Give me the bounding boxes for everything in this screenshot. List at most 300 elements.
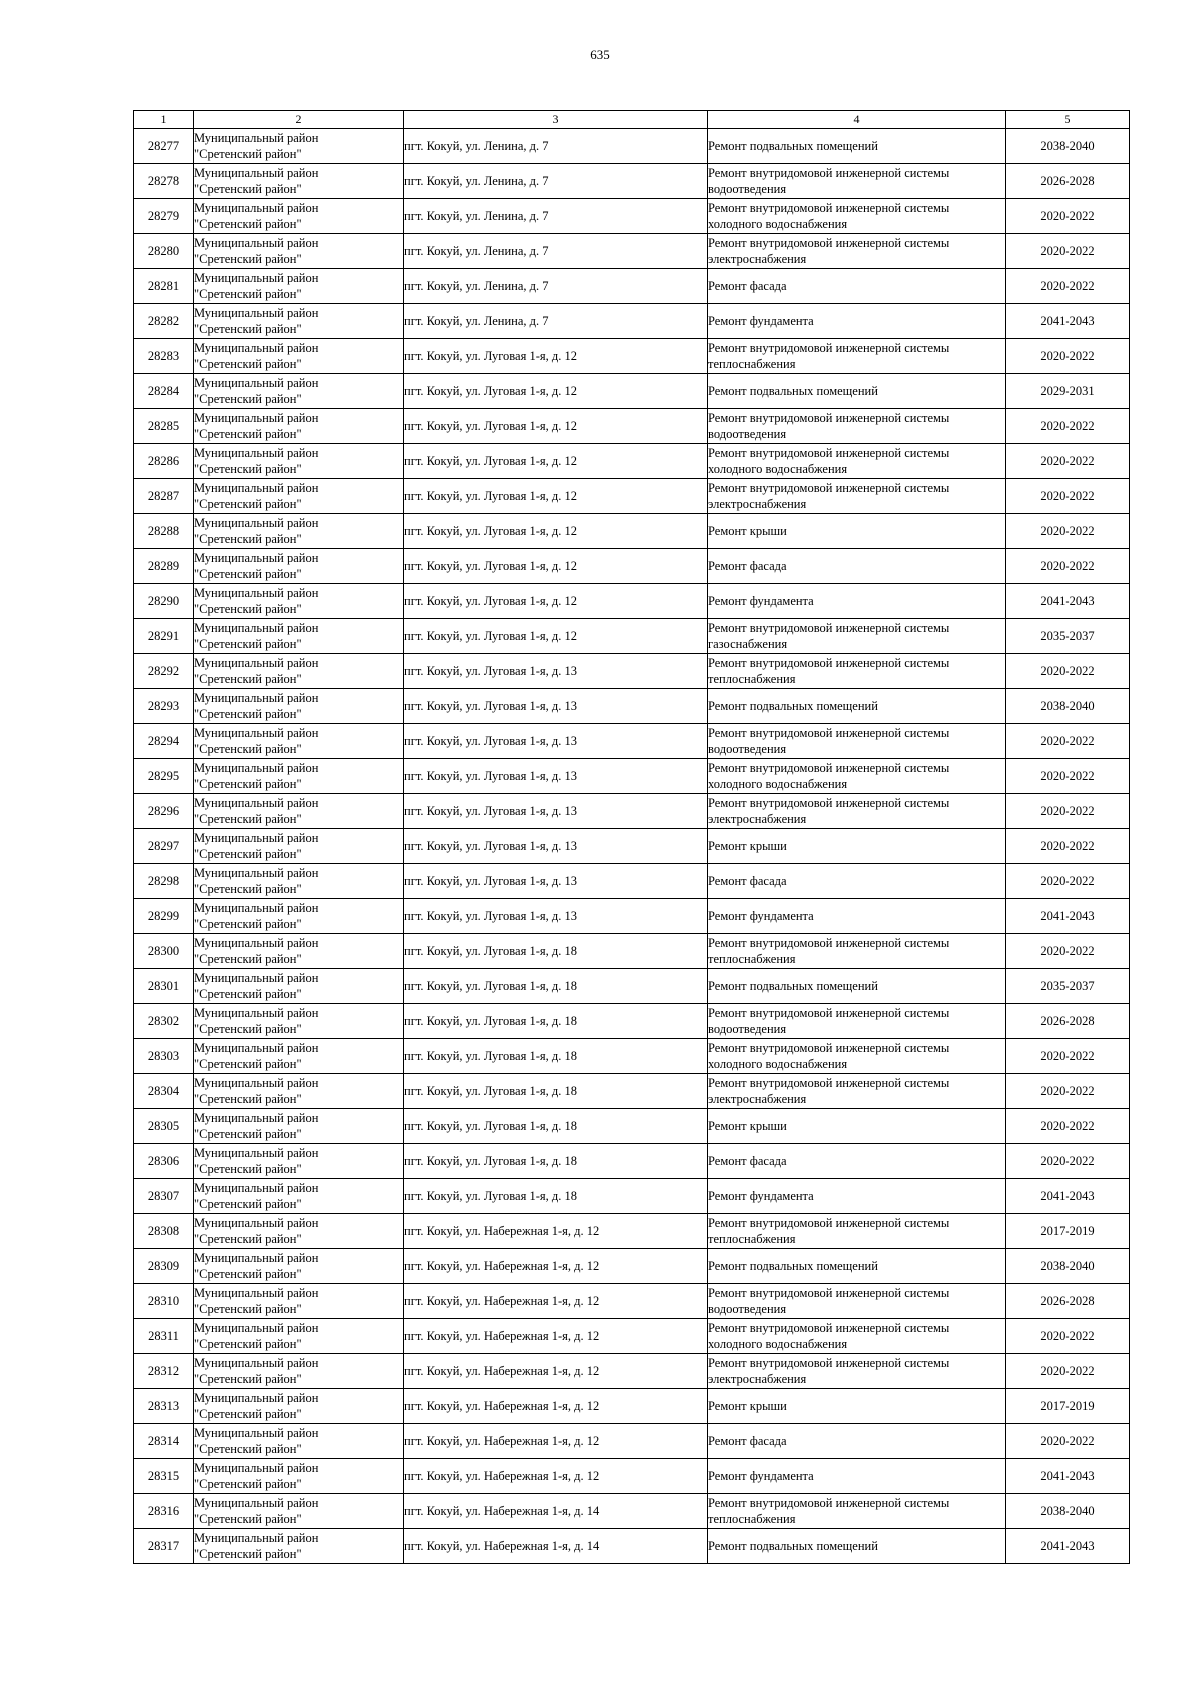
municipality-line: Муниципальный район [194, 796, 319, 810]
row-number: 28317 [134, 1529, 194, 1564]
row-number: 28312 [134, 1354, 194, 1389]
municipality-line: Муниципальный район [194, 131, 319, 145]
address-cell: пгт. Кокуй, ул. Луговая 1-я, д. 13 [404, 899, 708, 934]
municipality-line: "Сретенский район" [194, 1372, 302, 1386]
period-cell: 2020-2022 [1006, 1144, 1130, 1179]
work-type-cell: Ремонт фасада [708, 1144, 1006, 1179]
period-cell: 2035-2037 [1006, 969, 1130, 1004]
period-cell: 2035-2037 [1006, 619, 1130, 654]
address-cell: пгт. Кокуй, ул. Луговая 1-я, д. 12 [404, 619, 708, 654]
address-cell: пгт. Кокуй, ул. Набережная 1-я, д. 12 [404, 1424, 708, 1459]
municipality-cell [194, 164, 404, 199]
municipality-line: "Сретенский район" [194, 567, 302, 581]
row-number: 28300 [134, 934, 194, 969]
municipality-line: "Сретенский район" [194, 497, 302, 511]
period-cell: 2026-2028 [1006, 1284, 1130, 1319]
row-number: 28293 [134, 689, 194, 724]
work-type-cell: Ремонт внутридомовой инженерной системы газоснабжения [708, 619, 1006, 654]
municipality-line: Муниципальный район [194, 516, 319, 530]
period-cell: 2041-2043 [1006, 584, 1130, 619]
table-row [134, 129, 1130, 164]
work-type-cell: Ремонт фундамента [708, 1179, 1006, 1214]
row-number: 28277 [134, 129, 194, 164]
repair-schedule-table [133, 110, 1130, 1564]
period-cell: 2041-2043 [1006, 1179, 1130, 1214]
row-number: 28289 [134, 549, 194, 584]
table-row [134, 304, 1130, 339]
municipality-line: Муниципальный район [194, 166, 319, 180]
table-row [134, 514, 1130, 549]
row-number: 28283 [134, 339, 194, 374]
municipality-line: "Сретенский район" [194, 1407, 302, 1421]
address-cell: пгт. Кокуй, ул. Луговая 1-я, д. 18 [404, 1004, 708, 1039]
work-type-cell: Ремонт фасада [708, 549, 1006, 584]
municipality-line: "Сретенский район" [194, 1267, 302, 1281]
work-type-cell: Ремонт внутридомовой инженерной системы электроснабжения [708, 234, 1006, 269]
row-number: 28296 [134, 794, 194, 829]
municipality-line: "Сретенский район" [194, 1092, 302, 1106]
work-type-cell: Ремонт внутридомовой инженерной системы водоотведения [708, 1284, 1006, 1319]
municipality-line: Муниципальный район [194, 1006, 319, 1020]
column-header: 3 [404, 111, 708, 129]
row-number: 28297 [134, 829, 194, 864]
period-cell: 2041-2043 [1006, 899, 1130, 934]
municipality-line: "Сретенский район" [194, 847, 302, 861]
table-row [134, 899, 1130, 934]
period-cell: 2020-2022 [1006, 199, 1130, 234]
row-number: 28306 [134, 1144, 194, 1179]
period-cell: 2020-2022 [1006, 1109, 1130, 1144]
municipality-line: "Сретенский район" [194, 777, 302, 791]
municipality-line: Муниципальный район [194, 866, 319, 880]
work-type-cell: Ремонт подвальных помещений [708, 969, 1006, 1004]
work-type-cell: Ремонт подвальных помещений [708, 374, 1006, 409]
table-row [134, 1214, 1130, 1249]
municipality-line: "Сретенский район" [194, 917, 302, 931]
work-type-cell: Ремонт внутридомовой инженерной системы водоотведения [708, 409, 1006, 444]
municipality-cell [194, 899, 404, 934]
municipality-line: Муниципальный район [194, 1391, 319, 1405]
municipality-line: Муниципальный район [194, 306, 319, 320]
municipality-line: "Сретенский район" [194, 1232, 302, 1246]
address-cell: пгт. Кокуй, ул. Луговая 1-я, д. 12 [404, 584, 708, 619]
municipality-line: Муниципальный район [194, 901, 319, 915]
work-type-cell: Ремонт фасада [708, 864, 1006, 899]
row-number: 28304 [134, 1074, 194, 1109]
municipality-cell [194, 654, 404, 689]
municipality-line: "Сретенский район" [194, 532, 302, 546]
address-cell: пгт. Кокуй, ул. Набережная 1-я, д. 12 [404, 1319, 708, 1354]
municipality-line: "Сретенский район" [194, 1337, 302, 1351]
row-number: 28285 [134, 409, 194, 444]
municipality-line: "Сретенский район" [194, 1512, 302, 1526]
address-cell: пгт. Кокуй, ул. Ленина, д. 7 [404, 199, 708, 234]
address-cell: пгт. Кокуй, ул. Луговая 1-я, д. 12 [404, 549, 708, 584]
municipality-line: "Сретенский район" [194, 462, 302, 476]
period-cell: 2041-2043 [1006, 1529, 1130, 1564]
table-row [134, 409, 1130, 444]
municipality-cell [194, 1214, 404, 1249]
period-cell: 2020-2022 [1006, 724, 1130, 759]
row-number: 28310 [134, 1284, 194, 1319]
municipality-cell [194, 829, 404, 864]
municipality-line: "Сретенский район" [194, 952, 302, 966]
municipality-cell [194, 584, 404, 619]
table-row [134, 794, 1130, 829]
row-number: 28313 [134, 1389, 194, 1424]
row-number: 28311 [134, 1319, 194, 1354]
municipality-line: Муниципальный район [194, 1321, 319, 1335]
row-number: 28282 [134, 304, 194, 339]
row-number: 28279 [134, 199, 194, 234]
address-cell: пгт. Кокуй, ул. Ленина, д. 7 [404, 164, 708, 199]
work-type-cell: Ремонт крыши [708, 829, 1006, 864]
municipality-line: Муниципальный район [194, 1076, 319, 1090]
period-cell: 2020-2022 [1006, 339, 1130, 374]
row-number: 28292 [134, 654, 194, 689]
period-cell: 2026-2028 [1006, 164, 1130, 199]
municipality-cell [194, 479, 404, 514]
period-cell: 2041-2043 [1006, 1459, 1130, 1494]
work-type-cell: Ремонт фундамента [708, 899, 1006, 934]
period-cell: 2020-2022 [1006, 1074, 1130, 1109]
municipality-line: Муниципальный район [194, 551, 319, 565]
municipality-line: "Сретенский район" [194, 1477, 302, 1491]
municipality-line: Муниципальный район [194, 236, 319, 250]
row-number: 28303 [134, 1039, 194, 1074]
table-row [134, 1284, 1130, 1319]
row-number: 28299 [134, 899, 194, 934]
address-cell: пгт. Кокуй, ул. Луговая 1-я, д. 18 [404, 934, 708, 969]
municipality-line: Муниципальный район [194, 691, 319, 705]
municipality-cell [194, 444, 404, 479]
row-number: 28298 [134, 864, 194, 899]
table-row [134, 969, 1130, 1004]
municipality-line: "Сретенский район" [194, 392, 302, 406]
row-number: 28308 [134, 1214, 194, 1249]
address-cell: пгт. Кокуй, ул. Набережная 1-я, д. 12 [404, 1214, 708, 1249]
municipality-cell [194, 1074, 404, 1109]
period-cell: 2020-2022 [1006, 409, 1130, 444]
period-cell: 2020-2022 [1006, 234, 1130, 269]
address-cell: пгт. Кокуй, ул. Луговая 1-я, д. 12 [404, 409, 708, 444]
municipality-line: "Сретенский район" [194, 742, 302, 756]
municipality-cell [194, 1284, 404, 1319]
work-type-cell: Ремонт подвальных помещений [708, 1249, 1006, 1284]
work-type-cell: Ремонт внутридомовой инженерной системы теплоснабжения [708, 654, 1006, 689]
municipality-cell [194, 374, 404, 409]
municipality-line: "Сретенский район" [194, 1197, 302, 1211]
address-cell: пгт. Кокуй, ул. Ленина, д. 7 [404, 269, 708, 304]
address-cell: пгт. Кокуй, ул. Луговая 1-я, д. 18 [404, 1179, 708, 1214]
municipality-line: Муниципальный район [194, 971, 319, 985]
address-cell: пгт. Кокуй, ул. Набережная 1-я, д. 12 [404, 1284, 708, 1319]
municipality-cell [194, 514, 404, 549]
municipality-line: Муниципальный район [194, 761, 319, 775]
municipality-line: "Сретенский район" [194, 987, 302, 1001]
municipality-line: "Сретенский район" [194, 1022, 302, 1036]
table-row [134, 164, 1130, 199]
column-number-row [134, 111, 1130, 129]
municipality-cell [194, 1039, 404, 1074]
table-row [134, 724, 1130, 759]
municipality-line: "Сретенский район" [194, 182, 302, 196]
address-cell: пгт. Кокуй, ул. Луговая 1-я, д. 13 [404, 689, 708, 724]
table-row [134, 1424, 1130, 1459]
table-row [134, 479, 1130, 514]
address-cell: пгт. Кокуй, ул. Луговая 1-я, д. 18 [404, 969, 708, 1004]
period-cell: 2020-2022 [1006, 1354, 1130, 1389]
period-cell: 2020-2022 [1006, 1319, 1130, 1354]
municipality-cell [194, 304, 404, 339]
row-number: 28291 [134, 619, 194, 654]
municipality-cell [194, 1529, 404, 1564]
municipality-line: Муниципальный район [194, 446, 319, 460]
municipality-line: Муниципальный район [194, 1286, 319, 1300]
municipality-cell [194, 199, 404, 234]
address-cell: пгт. Кокуй, ул. Набережная 1-я, д. 12 [404, 1354, 708, 1389]
municipality-line: Муниципальный район [194, 271, 319, 285]
municipality-line: Муниципальный район [194, 1216, 319, 1230]
table-row [134, 549, 1130, 584]
work-type-cell: Ремонт внутридомовой инженерной системы теплоснабжения [708, 1494, 1006, 1529]
row-number: 28314 [134, 1424, 194, 1459]
table-row [134, 1249, 1130, 1284]
work-type-cell: Ремонт внутридомовой инженерной системы электроснабжения [708, 794, 1006, 829]
address-cell: пгт. Кокуй, ул. Ленина, д. 7 [404, 304, 708, 339]
row-number: 28305 [134, 1109, 194, 1144]
municipality-line: "Сретенский район" [194, 1302, 302, 1316]
address-cell: пгт. Кокуй, ул. Набережная 1-я, д. 14 [404, 1494, 708, 1529]
municipality-cell [194, 969, 404, 1004]
table-row [134, 444, 1130, 479]
row-number: 28309 [134, 1249, 194, 1284]
municipality-line: "Сретенский район" [194, 1547, 302, 1561]
work-type-cell: Ремонт внутридомовой инженерной системы электроснабжения [708, 1074, 1006, 1109]
work-type-cell: Ремонт внутридомовой инженерной системы холодного водоснабжения [708, 199, 1006, 234]
period-cell: 2041-2043 [1006, 304, 1130, 339]
municipality-line: "Сретенский район" [194, 322, 302, 336]
address-cell: пгт. Кокуй, ул. Луговая 1-я, д. 18 [404, 1144, 708, 1179]
municipality-cell [194, 269, 404, 304]
municipality-cell [194, 339, 404, 374]
row-number: 28290 [134, 584, 194, 619]
address-cell: пгт. Кокуй, ул. Луговая 1-я, д. 13 [404, 829, 708, 864]
work-type-cell: Ремонт фундамента [708, 304, 1006, 339]
municipality-cell [194, 1179, 404, 1214]
municipality-line: "Сретенский район" [194, 357, 302, 371]
work-type-cell: Ремонт фасада [708, 1424, 1006, 1459]
column-header: 4 [708, 111, 1006, 129]
row-number: 28302 [134, 1004, 194, 1039]
municipality-cell [194, 129, 404, 164]
address-cell: пгт. Кокуй, ул. Луговая 1-я, д. 18 [404, 1109, 708, 1144]
municipality-line: Муниципальный район [194, 936, 319, 950]
period-cell: 2038-2040 [1006, 1494, 1130, 1529]
work-type-cell: Ремонт подвальных помещений [708, 129, 1006, 164]
period-cell: 2026-2028 [1006, 1004, 1130, 1039]
period-cell: 2020-2022 [1006, 479, 1130, 514]
municipality-line: "Сретенский район" [194, 707, 302, 721]
work-type-cell: Ремонт внутридомовой инженерной системы теплоснабжения [708, 934, 1006, 969]
municipality-line: Муниципальный район [194, 1181, 319, 1195]
work-type-cell: Ремонт подвальных помещений [708, 1529, 1006, 1564]
period-cell: 2020-2022 [1006, 794, 1130, 829]
table-row [134, 1144, 1130, 1179]
table-row [134, 689, 1130, 724]
row-number: 28288 [134, 514, 194, 549]
municipality-cell [194, 1424, 404, 1459]
municipality-line: "Сретенский район" [194, 637, 302, 651]
table-row [134, 759, 1130, 794]
period-cell: 2029-2031 [1006, 374, 1130, 409]
table-row [134, 374, 1130, 409]
municipality-line: Муниципальный район [194, 1426, 319, 1440]
column-header: 5 [1006, 111, 1130, 129]
municipality-line: Муниципальный район [194, 1461, 319, 1475]
address-cell: пгт. Кокуй, ул. Набережная 1-я, д. 14 [404, 1529, 708, 1564]
table-row [134, 1389, 1130, 1424]
municipality-line: "Сретенский район" [194, 1057, 302, 1071]
period-cell: 2020-2022 [1006, 514, 1130, 549]
address-cell: пгт. Кокуй, ул. Луговая 1-я, д. 13 [404, 759, 708, 794]
municipality-line: "Сретенский район" [194, 1442, 302, 1456]
municipality-line: Муниципальный район [194, 586, 319, 600]
municipality-line: Муниципальный район [194, 1356, 319, 1370]
work-type-cell: Ремонт фундамента [708, 584, 1006, 619]
row-number: 28284 [134, 374, 194, 409]
work-type-cell: Ремонт внутридомовой инженерной системы холодного водоснабжения [708, 1039, 1006, 1074]
municipality-line: "Сретенский район" [194, 252, 302, 266]
address-cell: пгт. Кокуй, ул. Луговая 1-я, д. 12 [404, 374, 708, 409]
address-cell: пгт. Кокуй, ул. Луговая 1-я, д. 12 [404, 444, 708, 479]
municipality-cell [194, 1494, 404, 1529]
period-cell: 2020-2022 [1006, 759, 1130, 794]
work-type-cell: Ремонт внутридомовой инженерной системы холодного водоснабжения [708, 1319, 1006, 1354]
table-row [134, 234, 1130, 269]
table-row [134, 1494, 1130, 1529]
table-row [134, 269, 1130, 304]
municipality-line: "Сретенский район" [194, 1162, 302, 1176]
period-cell: 2017-2019 [1006, 1214, 1130, 1249]
table-row [134, 1004, 1130, 1039]
address-cell: пгт. Кокуй, ул. Луговая 1-я, д. 18 [404, 1074, 708, 1109]
period-cell: 2020-2022 [1006, 654, 1130, 689]
address-cell: пгт. Кокуй, ул. Луговая 1-я, д. 18 [404, 1039, 708, 1074]
municipality-cell [194, 1144, 404, 1179]
table-row [134, 584, 1130, 619]
table-row [134, 654, 1130, 689]
work-type-cell: Ремонт крыши [708, 514, 1006, 549]
municipality-line: "Сретенский район" [194, 672, 302, 686]
work-type-cell: Ремонт внутридомовой инженерной системы водоотведения [708, 1004, 1006, 1039]
table-row [134, 1354, 1130, 1389]
period-cell: 2038-2040 [1006, 129, 1130, 164]
table-row [134, 619, 1130, 654]
municipality-cell [194, 759, 404, 794]
table-row [134, 1109, 1130, 1144]
work-type-cell: Ремонт внутридомовой инженерной системы холодного водоснабжения [708, 444, 1006, 479]
work-type-cell: Ремонт внутридомовой инженерной системы холодного водоснабжения [708, 759, 1006, 794]
work-type-cell: Ремонт фасада [708, 269, 1006, 304]
municipality-cell [194, 934, 404, 969]
municipality-line: "Сретенский район" [194, 287, 302, 301]
period-cell: 2017-2019 [1006, 1389, 1130, 1424]
row-number: 28280 [134, 234, 194, 269]
work-type-cell: Ремонт крыши [708, 1389, 1006, 1424]
municipality-cell [194, 1249, 404, 1284]
municipality-line: Муниципальный район [194, 831, 319, 845]
address-cell: пгт. Кокуй, ул. Набережная 1-я, д. 12 [404, 1459, 708, 1494]
municipality-line: "Сретенский район" [194, 427, 302, 441]
municipality-cell [194, 549, 404, 584]
municipality-line: Муниципальный район [194, 1111, 319, 1125]
table-row [134, 199, 1130, 234]
table-row [134, 1074, 1130, 1109]
period-cell: 2020-2022 [1006, 934, 1130, 969]
work-type-cell: Ремонт внутридомовой инженерной системы теплоснабжения [708, 1214, 1006, 1249]
municipality-cell [194, 409, 404, 444]
municipality-cell [194, 1109, 404, 1144]
municipality-line: Муниципальный район [194, 201, 319, 215]
row-number: 28281 [134, 269, 194, 304]
table-row [134, 829, 1130, 864]
period-cell: 2020-2022 [1006, 444, 1130, 479]
municipality-cell [194, 1319, 404, 1354]
municipality-line: Муниципальный район [194, 656, 319, 670]
municipality-line: Муниципальный район [194, 1531, 319, 1545]
table-row [134, 1529, 1130, 1564]
municipality-line: "Сретенский район" [194, 812, 302, 826]
address-cell: пгт. Кокуй, ул. Ленина, д. 7 [404, 234, 708, 269]
work-type-cell: Ремонт фундамента [708, 1459, 1006, 1494]
municipality-cell [194, 689, 404, 724]
municipality-cell [194, 1354, 404, 1389]
work-type-cell: Ремонт крыши [708, 1109, 1006, 1144]
row-number: 28286 [134, 444, 194, 479]
row-number: 28287 [134, 479, 194, 514]
work-type-cell: Ремонт внутридомовой инженерной системы электроснабжения [708, 1354, 1006, 1389]
municipality-cell [194, 619, 404, 654]
row-number: 28301 [134, 969, 194, 1004]
municipality-line: Муниципальный район [194, 726, 319, 740]
municipality-cell [194, 1389, 404, 1424]
municipality-line: "Сретенский район" [194, 882, 302, 896]
row-number: 28307 [134, 1179, 194, 1214]
period-cell: 2020-2022 [1006, 549, 1130, 584]
municipality-line: Муниципальный район [194, 621, 319, 635]
column-header: 2 [194, 111, 404, 129]
municipality-line: Муниципальный район [194, 376, 319, 390]
work-type-cell: Ремонт внутридомовой инженерной системы водоотведения [708, 724, 1006, 759]
period-cell: 2020-2022 [1006, 1039, 1130, 1074]
row-number: 28315 [134, 1459, 194, 1494]
municipality-line: Муниципальный район [194, 411, 319, 425]
period-cell: 2038-2040 [1006, 1249, 1130, 1284]
page-number: 635 [590, 47, 610, 62]
municipality-line: Муниципальный район [194, 341, 319, 355]
table-row [134, 1319, 1130, 1354]
period-cell: 2020-2022 [1006, 864, 1130, 899]
address-cell: пгт. Кокуй, ул. Луговая 1-я, д. 12 [404, 514, 708, 549]
municipality-line: Муниципальный район [194, 1041, 319, 1055]
period-cell: 2020-2022 [1006, 829, 1130, 864]
address-cell: пгт. Кокуй, ул. Луговая 1-я, д. 13 [404, 794, 708, 829]
period-cell: 2020-2022 [1006, 1424, 1130, 1459]
address-cell: пгт. Кокуй, ул. Ленина, д. 7 [404, 129, 708, 164]
table-row [134, 1179, 1130, 1214]
municipality-line: Муниципальный район [194, 481, 319, 495]
